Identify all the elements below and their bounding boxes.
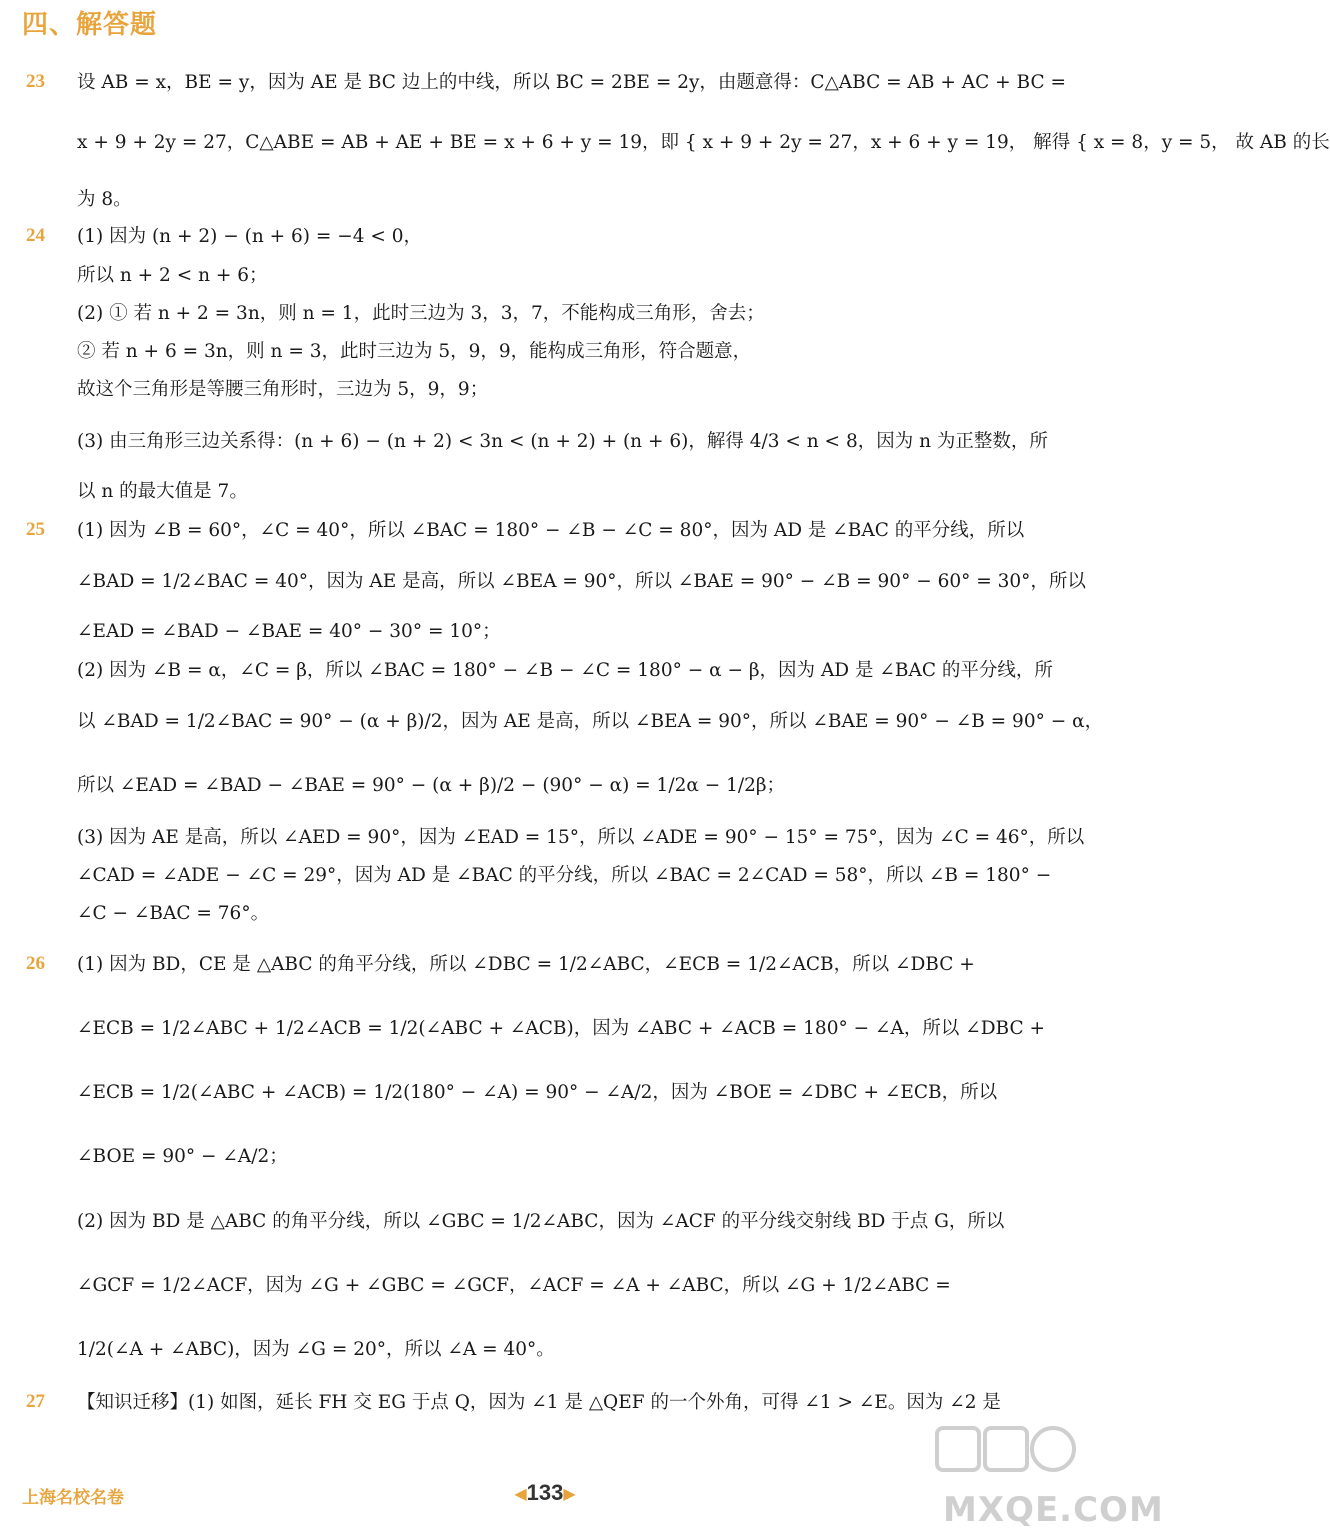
answer-line: ② 若 n + 6 = 3n，则 n = 3，此时三边为 5，9，9，能构成三角形，符合题意，: [77, 341, 752, 362]
answer-line: (1) 因为 BD，CE 是 △ABC 的角平分线，所以 ∠DBC = 1/2∠ABC，∠ECB = 1/2∠ACB，所以 ∠DBC +: [77, 954, 975, 975]
question-number: 26: [26, 953, 45, 974]
answer-line: (2) 因为 ∠B = α，∠C = β，所以 ∠BAC = 180° − ∠B − ∠C = 180° − α − β，因为 AD 是 ∠BAC 的平分线，所: [77, 660, 1053, 681]
answer-line: (1) 因为 (n + 2) − (n + 6) = −4 < 0，: [77, 226, 423, 247]
right-arrow-icon: ▶: [563, 1486, 576, 1504]
answer-line: (2) 因为 BD 是 △ABC 的角平分线，所以 ∠GBC = 1/2∠ABC，因为 ∠ACF 的平分线交射线 BD 于点 G，所以: [77, 1211, 1005, 1232]
watermark-logo: [931, 1420, 1164, 1530]
answer-line: 为 8。: [77, 189, 132, 210]
question-number: 25: [26, 519, 45, 540]
answer-line: ∠ECB = 1/2(∠ABC + ∠ACB) = 1/2(180° − ∠A) = 90° − ∠A/2，因为 ∠BOE = ∠DBC + ∠ECB，所以: [77, 1082, 998, 1103]
answer-line: (1) 因为 ∠B = 60°，∠C = 40°，所以 ∠BAC = 180° − ∠B − ∠C = 80°，因为 AD 是 ∠BAC 的平分线，所以: [77, 520, 1025, 541]
question-number: 27: [26, 1391, 45, 1412]
page-number: [500, 1480, 590, 1506]
answer-line: 【知识迁移】(1) 如图，延长 FH 交 EG 于点 Q，因为 ∠1 是 △QEF 的一个外角，可得 ∠1 > ∠E。因为 ∠2 是: [77, 1392, 1001, 1413]
left-arrow-icon: ◀: [514, 1486, 527, 1504]
answer-line: 所以 ∠EAD = ∠BAD − ∠BAE = 90° − (α + β)/2 − (90° − α) = 1/2α − 1/2β；: [77, 775, 786, 796]
page-number-text: 133: [526, 1480, 564, 1505]
answer-line: ∠BOE = 90° − ∠A/2；: [77, 1146, 288, 1167]
answer-line: ∠EAD = ∠BAD − ∠BAE = 40° − 30° = 10°；: [77, 621, 501, 642]
answer-line: ∠GCF = 1/2∠ACF，因为 ∠G + ∠GBC = ∠GCF，∠ACF = ∠A + ∠ABC，所以 ∠G + 1/2∠ABC =: [77, 1275, 951, 1296]
question-number: 24: [26, 225, 45, 246]
watermark-icon: [931, 1420, 1081, 1490]
answer-line: (3) 由三角形三边关系得：(n + 6) − (n + 2) < 3n < (n + 2) + (n + 6)，解得 4/3 < n < 8，因为 n 为正整数，所: [77, 431, 1048, 452]
answer-line: 故这个三角形是等腰三角形时，三边为 5，9，9；: [77, 379, 489, 400]
answer-line: 所以 n + 2 < n + 6；: [77, 265, 268, 286]
answer-line: (3) 因为 AE 是高，所以 ∠AED = 90°，因为 ∠EAD = 15°，所以 ∠ADE = 90° − 15° = 75°，因为 ∠C = 46°，所以: [77, 827, 1085, 848]
answer-line: ∠ECB = 1/2∠ABC + 1/2∠ACB = 1/2(∠ABC + ∠ACB)，因为 ∠ABC + ∠ACB = 180° − ∠A，所以 ∠DBC +: [77, 1018, 1046, 1039]
answer-line: x + 9 + 2y = 27，C△ABE = AB + AE + BE = x + 6 + y = 19，即 { x + 9 + 2y = 27，x + 6 + y = 19， 解得 { x = 8，y = 5， 故 AB 的长: [77, 132, 1330, 153]
section-title: 四、解答题: [22, 10, 158, 40]
answer-line: 以 n 的最大值是 7。: [77, 481, 248, 502]
book-title: 上海名校名卷: [22, 1488, 124, 1508]
watermark-text: MXQE.COM: [943, 1490, 1164, 1530]
answer-line: ∠CAD = ∠ADE − ∠C = 29°，因为 AD 是 ∠BAC 的平分线，所以 ∠BAC = 2∠CAD = 58°，所以 ∠B = 180° −: [77, 865, 1052, 886]
answer-line: (2) ① 若 n + 2 = 3n，则 n = 1，此时三边为 3，3，7，不能构成三角形，舍去；: [77, 303, 765, 324]
answer-line: 1/2(∠A + ∠ABC)，因为 ∠G = 20°，所以 ∠A = 40°。: [77, 1339, 555, 1360]
answer-line: ∠C − ∠BAC = 76°。: [77, 903, 270, 924]
answer-line: 以 ∠BAD = 1/2∠BAC = 90° − (α + β)/2，因为 AE 是高，所以 ∠BEA = 90°，所以 ∠BAE = 90° − ∠B = 90° − α，: [77, 711, 1104, 732]
answer-line: ∠BAD = 1/2∠BAC = 40°，因为 AE 是高，所以 ∠BEA = 90°，所以 ∠BAE = 90° − ∠B = 90° − 60° = 30°，所以: [77, 571, 1086, 592]
question-number: 23: [26, 71, 45, 92]
answer-line: 设 AB = x，BE = y，因为 AE 是 BC 边上的中线，所以 BC = 2BE = 2y，由题意得：C△ABC = AB + AC + BC =: [77, 72, 1066, 93]
